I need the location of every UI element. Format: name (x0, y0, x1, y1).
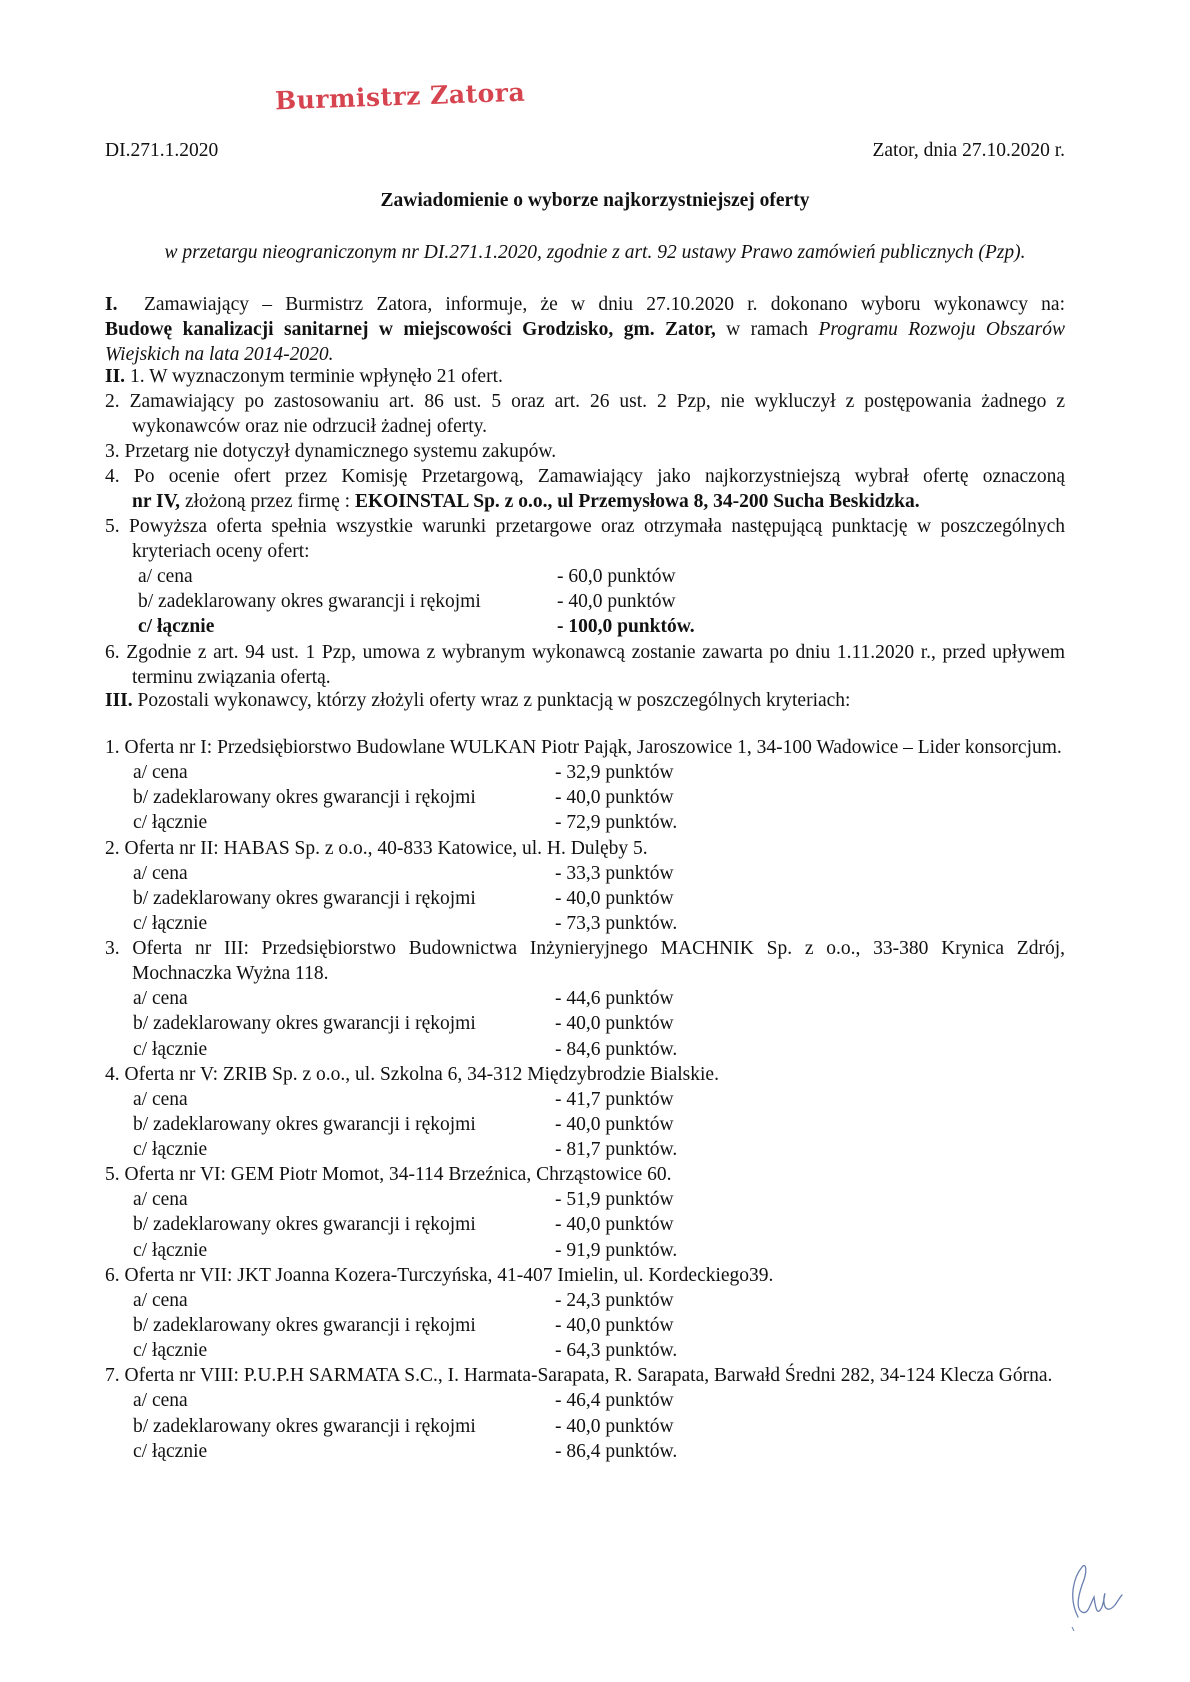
score-value: - 32,9 punktów (555, 762, 674, 783)
score-row (105, 1112, 1065, 1137)
score-value: - 86,4 punktów. (555, 1440, 678, 1462)
score-value: - 40,0 punktów (555, 1013, 674, 1035)
score-value: - 40,0 punktów (555, 1113, 674, 1135)
score-value: - 72,9 punktów. (555, 812, 678, 834)
score-label: a/ cena (133, 1390, 188, 1412)
score-row (105, 1187, 1065, 1212)
score-row (105, 785, 1065, 810)
winner-scores (105, 564, 1065, 640)
score-label: c/ łącznie (133, 1139, 208, 1161)
section-2-point-1-text: 1. W wyznaczonym terminie wpłynęło 21 ofert. (129, 366, 503, 387)
score-label: c/ łącznie (133, 1440, 208, 1462)
section-2-point-5: 5. Powyższa oferta spełnia wszystkie warunki przetargowe oraz otrzymała następującą punktację w poszczególnych kryteriach oceny ofert: (105, 516, 1065, 562)
winner-intro: złożoną przez firmę : (180, 491, 355, 512)
offer-title: 2. Oferta nr II: HABAS Sp. z o.o., 40-833 Katowice, ul. H. Dulęby 5. (105, 837, 648, 859)
offer-title: 1. Oferta nr I: Przedsiębiorstwo Budowlane WULKAN Piotr Pająk, Jaroszowice 1, 34-100 Wadowice – Lider konsorcjum. (105, 737, 1062, 758)
score-row (105, 1011, 1065, 1036)
offer-title: 5. Oferta nr VI: GEM Piotr Momot, 34-114 Brzeźnica, Chrząstowice 60. (105, 1164, 672, 1186)
score-value: - 46,4 punktów (555, 1390, 674, 1412)
section-2-point-4-winner (105, 489, 1065, 514)
score-label: c/ łącznie (133, 1239, 208, 1261)
score-value: - 40,0 punktów (555, 787, 674, 809)
section-1-text: Zamawiający – Burmistrz Zatora, informuje, że w dniu 27.10.2020 r. dokonano wyboru wykonawcy na: (143, 294, 1066, 315)
section-1 (105, 292, 1065, 367)
score-value: - 40,0 punktów (555, 887, 674, 909)
section-1-line2 (105, 317, 1065, 342)
score-label: a/ cena (133, 862, 188, 884)
score-row (105, 1037, 1065, 1062)
score-label: b/ zadeklarowany okres gwarancji i rękojmi (138, 591, 481, 613)
score-row (105, 861, 1065, 886)
document-reference: DI.271.1.2020 (105, 140, 219, 161)
winner-company: EKOINSTAL Sp. z o.o., ul Przemysłowa 8, 34-200 Sucha Beskidzka. (354, 491, 920, 512)
score-label: a/ cena (133, 762, 188, 783)
offer-item (105, 836, 1065, 937)
section-1-bold-text: Budowę kanalizacji sanitarnej w miejscowości Grodzisko, gm. Zator, (105, 319, 716, 340)
score-label: c/ łącznie (133, 1038, 208, 1060)
score-label: b/ zadeklarowany okres gwarancji i rękojmi (133, 1415, 476, 1437)
score-row (105, 1414, 1065, 1439)
score-value: - 91,9 punktów. (555, 1239, 678, 1261)
score-row (105, 810, 1065, 835)
score-value: - 40,0 punktów (555, 1415, 674, 1437)
score-row (105, 1439, 1065, 1464)
score-row (105, 1288, 1065, 1313)
section-2-point-2: 2. Zamawiający po zastosowaniu art. 86 ust. 5 oraz art. 26 ust. 2 Pzp, nie wykluczył z postępowania żadnego z wykonawców oraz nie odrzucił żadnej oferty. (105, 391, 1065, 437)
score-label: b/ zadeklarowany okres gwarancji i rękojmi (133, 1214, 476, 1236)
score-row (105, 1212, 1065, 1237)
section-2 (105, 364, 1065, 690)
offer-title: 4. Oferta nr V: ZRIB Sp. z o.o., ul. Szkolna 6, 34-312 Międzybrodzie Bialskie. (105, 1063, 719, 1085)
document-title: Zawiadomienie o wyborze najkorzystniejszej oferty (380, 190, 810, 211)
score-value: - 84,6 punktów. (555, 1038, 678, 1060)
score-value: - 60,0 punktów (557, 566, 676, 587)
section-1-normal-text: w ramach (715, 319, 819, 340)
offer-item (105, 1062, 1065, 1163)
section-3-intro-text: Pozostali wykonawcy, którzy złożyli oferty wraz z punktacją w poszczególnych kryteriach: (137, 690, 851, 711)
score-label: b/ zadeklarowany okres gwarancji i rękojmi (133, 787, 476, 809)
score-value: - 51,9 punktów (555, 1189, 674, 1211)
score-row (105, 1338, 1065, 1363)
document-subtitle: w przetargu nieograniczonym nr DI.271.1.2020, zgodnie z art. 92 ustawy Prawo zamówień publicznych (Pzp). (164, 242, 1026, 263)
score-value: - 73,3 punktów. (555, 912, 678, 934)
score-value: - 40,0 punktów (555, 1315, 674, 1336)
winner-offer-number: nr IV, (132, 491, 181, 512)
score-row (105, 564, 1065, 589)
score-value: - 24,3 punktów (555, 1289, 674, 1311)
score-row (105, 589, 1065, 614)
section-2-point-3: 3. Przetarg nie dotyczył dynamicznego systemu zakupów. (105, 441, 557, 462)
offer-item (105, 1263, 1065, 1364)
score-label: c/ łącznie (133, 912, 208, 934)
section-3-number: III. (105, 690, 133, 711)
score-label: b/ zadeklarowany okres gwarancji i rękojmi (133, 1315, 476, 1336)
score-value: - 100,0 punktów. (557, 616, 695, 638)
score-row (105, 760, 1065, 785)
offer-item (105, 1363, 1065, 1464)
score-label: c/ łącznie (138, 616, 215, 638)
score-row (105, 1313, 1065, 1338)
score-value: - 64,3 punktów. (555, 1340, 678, 1362)
score-value: - 44,6 punktów (555, 988, 674, 1010)
offer-title: 7. Oferta nr VIII: P.U.P.H SARMATA S.C., I. Harmata-Sarapata, R. Sarapata, Barwałd Średni 282, 34-124 Klecza Górna. (105, 1365, 1053, 1387)
offer-item (105, 1162, 1065, 1263)
score-label: a/ cena (133, 1088, 188, 1110)
score-row (105, 614, 1065, 639)
score-label: b/ zadeklarowany okres gwarancji i rękojmi (133, 1013, 476, 1035)
score-label: c/ łącznie (133, 1340, 208, 1362)
section-1-number: I. (105, 294, 118, 315)
section-2-point-4: 4. Po ocenie ofert przez Komisję Przetargową, Zamawiający jako najkorzystniejszą wybrał ofertę oznaczoną (105, 466, 1065, 487)
offer-title: 6. Oferta nr VII: JKT Joanna Kozera-Turczyńska, 41-407 Imielin, ul. Kordeckiego39. (105, 1264, 774, 1286)
offer-item (105, 735, 1065, 836)
offer-title: 3. Oferta nr III: Przedsiębiorstwo Budownictwa Inżynieryjnego MACHNIK Sp. z o.o., 33-380 Krynica Zdrój, Mochnaczka Wyżna 118. (105, 938, 1065, 985)
section-1-italic-text-1: Programu Rozwoju Obszarów (818, 319, 1066, 340)
score-row (105, 1238, 1065, 1263)
score-value: - 40,0 punktów (557, 591, 676, 613)
score-row (105, 1137, 1065, 1162)
section-3-intro (105, 688, 1065, 713)
document-date: Zator, dnia 27.10.2020 r. (872, 140, 1065, 161)
score-row (105, 986, 1065, 1011)
score-value: - 33,3 punktów (555, 862, 674, 884)
score-label: c/ łącznie (133, 812, 208, 834)
offers-list (105, 735, 1065, 1464)
section-3 (105, 688, 1065, 1464)
section-2-point-1 (105, 364, 1065, 389)
score-row (105, 886, 1065, 911)
score-label: a/ cena (133, 1289, 188, 1311)
section-2-point-6: 6. Zgodnie z art. 94 ust. 1 Pzp, umowa z wybranym wykonawcą zostanie zawarta po dniu 1.11.2020 r., przed upływem terminu związania ofertą. (105, 641, 1065, 688)
section-1-line1 (105, 292, 1065, 317)
section-1-italic-text-2: Wiejskich na lata 2014-2020. (105, 344, 334, 365)
score-label: a/ cena (133, 1189, 188, 1211)
score-label: b/ zadeklarowany okres gwarancji i rękojmi (133, 1113, 476, 1135)
score-value: - 41,7 punktów (555, 1088, 674, 1110)
stamp-burmistrz: Burmistrz Zatora (274, 77, 526, 116)
score-value: - 81,7 punktów. (555, 1139, 678, 1161)
section-2-number: II. (105, 366, 126, 387)
score-row (105, 1388, 1065, 1413)
score-row (105, 1087, 1065, 1112)
score-label: b/ zadeklarowany okres gwarancji i rękojmi (133, 887, 476, 909)
offer-item (105, 936, 1065, 1062)
score-value: - 40,0 punktów (555, 1214, 674, 1236)
score-row (105, 911, 1065, 936)
score-label: a/ cena (138, 566, 193, 587)
signature-icon (1060, 1557, 1130, 1637)
score-label: a/ cena (133, 988, 188, 1010)
